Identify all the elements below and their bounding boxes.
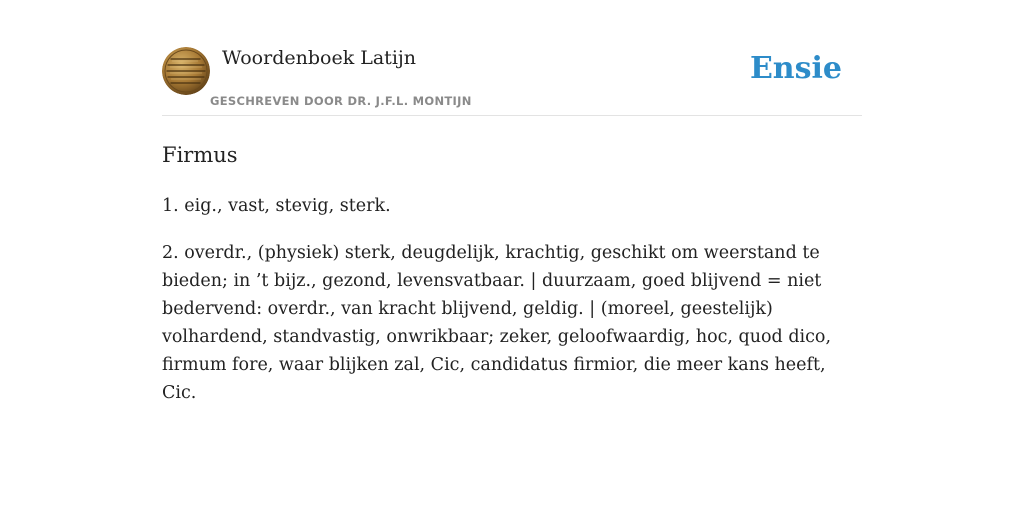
definition-item: 2. overdr., (physiek) sterk, deugdelijk, krachtig, geschikt om weerstand te bieden; in ’t bijz., gezond, levensvatbaar. | duurzaam, goed blijvend = niet bedervend: overdr., van kracht blijvend, geldig. | (moreel, geestelijk) volhardend, standvastig, onwrikbaar; zeker, geloofwaardig, hoc, quod dico, firmum fore, waar blijken zal, Cic, candidatus firmior, die meer kans heeft, Cic. bbox=[162, 243, 832, 403]
content-container bbox=[162, 0, 862, 403]
brand-logo[interactable]: Ensie bbox=[749, 51, 842, 86]
latin-coin-icon[interactable] bbox=[162, 47, 210, 95]
dictionary-title[interactable]: Woordenboek Latijn bbox=[222, 47, 417, 69]
author-byline: GESCHREVEN DOOR DR. J.F.L. MONTIJN bbox=[210, 94, 472, 108]
entry-title: Firmus bbox=[162, 143, 238, 167]
definition-item: 1. eig., vast, stevig, sterk. bbox=[162, 196, 391, 216]
definitions-list bbox=[162, 192, 862, 426]
header bbox=[162, 0, 862, 116]
